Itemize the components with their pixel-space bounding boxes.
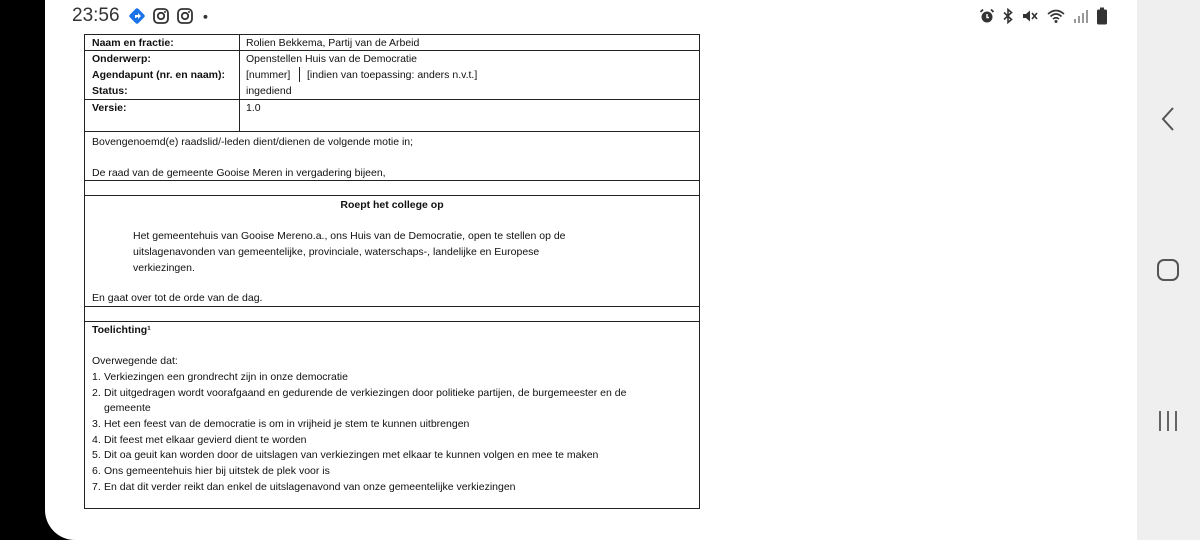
header-row-agenda [85,67,699,83]
signal-icon [1073,8,1089,24]
list-item [92,481,516,493]
call-body-line: uitslagenavonden van gemeentelijke, provinciale, waterschaps-, landelijke en Europese [133,246,540,258]
recent-apps-button[interactable] [1148,401,1188,441]
list-text: Ons gemeentehuis hier bij uitstek de plek voor is [104,465,330,477]
call-body [133,228,566,276]
list-item [92,449,598,461]
list-text: Dit uitgedragen wordt voorafgaand en gedurende de verkiezingen door politieke partijen, de burgemeester en de [104,387,627,399]
value-agenda-name: [indien van toepassing: anders n.v.t.] [307,69,478,81]
battery-icon [1096,7,1108,25]
list-text: gemeente [104,402,151,414]
list-item [92,402,151,414]
list-text: En dat dit verder reikt dan enkel de uitslagenavond van onze gemeentelijke verkiezingen [104,481,516,493]
value-version: 1.0 [246,102,261,114]
list-item [92,465,330,477]
list-item [92,371,348,383]
list-number: 1. [92,371,101,383]
list-text: Dit oa geuit kan worden door de uitslagen van verkiezingen met elkaar te kunnen volgen en mee te maken [104,449,599,461]
list-item [92,387,626,399]
label-version: Versie: [92,102,127,114]
chevron-left-icon [1158,105,1178,133]
label-status: Status: [92,85,128,97]
toelichting-title: Toelichting¹ [92,324,151,336]
list-text: Verkiezingen een grondrecht zijn in onze democratie [104,371,348,383]
list-item [92,418,469,430]
value-name: Rolien Bekkema, Partij van de Arbeid [246,37,420,49]
column-divider [699,67,700,99]
call-body-line: verkiezingen. [133,262,195,274]
value-subject: Openstellen Huis van de Democratie [246,53,418,65]
overwegende-label: Overwegende dat: [92,355,178,367]
divider [85,131,699,132]
label-agenda: Agendapunt (nr. en naam): [92,69,226,81]
header-row-subject [85,51,699,67]
back-button[interactable] [1148,99,1188,139]
header-row-version [85,100,699,116]
bluetooth-icon [1002,8,1014,24]
alarm-icon [979,8,995,24]
recent-apps-icon [1156,409,1180,433]
instagram-icon [176,7,194,25]
closing-line: En gaat over tot de orde van de dag. [92,292,263,304]
value-agenda-number: [nummer] [246,69,291,81]
motion-document [84,34,700,509]
direction-icon [128,7,146,25]
instagram-icon [152,7,170,25]
list-item [92,434,307,446]
home-button[interactable] [1148,250,1188,290]
call-body-line: Het gemeentehuis van Gooise Mereno.a., ons Huis van de Democratie, open te stellen op de [133,230,566,242]
divider [85,321,699,322]
list-number: 7. [92,481,101,493]
home-icon [1156,258,1180,282]
list-number: 4. [92,434,101,446]
list-number: 6. [92,465,101,477]
intro-line-1: Bovengenoemd(e) raadslid/-leden dient/dienen de volgende motie in; [92,136,414,148]
divider [85,180,699,181]
label-name: Naam en fractie: [92,37,174,49]
list-text: Dit feest met elkaar gevierd dient te worden [104,434,307,446]
mute-icon [1021,8,1039,24]
divider [85,195,699,196]
header-row-status [85,83,699,99]
divider [85,306,699,307]
value-status: ingediend [246,85,292,97]
dot-icon [200,7,214,25]
status-bar-left [72,4,214,28]
list-number: 5. [92,449,101,461]
label-subject: Onderwerp: [92,53,151,65]
clock: 23:56 [72,5,120,26]
agenda-separator [299,67,300,82]
list-number: 3. [92,418,101,430]
intro-line-2: De raad van de gemeente Gooise Meren in vergadering bijeen, [92,167,386,179]
status-bar-right [979,6,1108,26]
list-number: 2. [92,387,101,399]
list-text: Het een feest van de democratie is om in vrijheid je stem te kunnen uitbrengen [104,418,470,430]
wifi-icon [1046,8,1066,24]
header-row-name [85,35,699,51]
call-title: Roept het college op [340,199,444,211]
